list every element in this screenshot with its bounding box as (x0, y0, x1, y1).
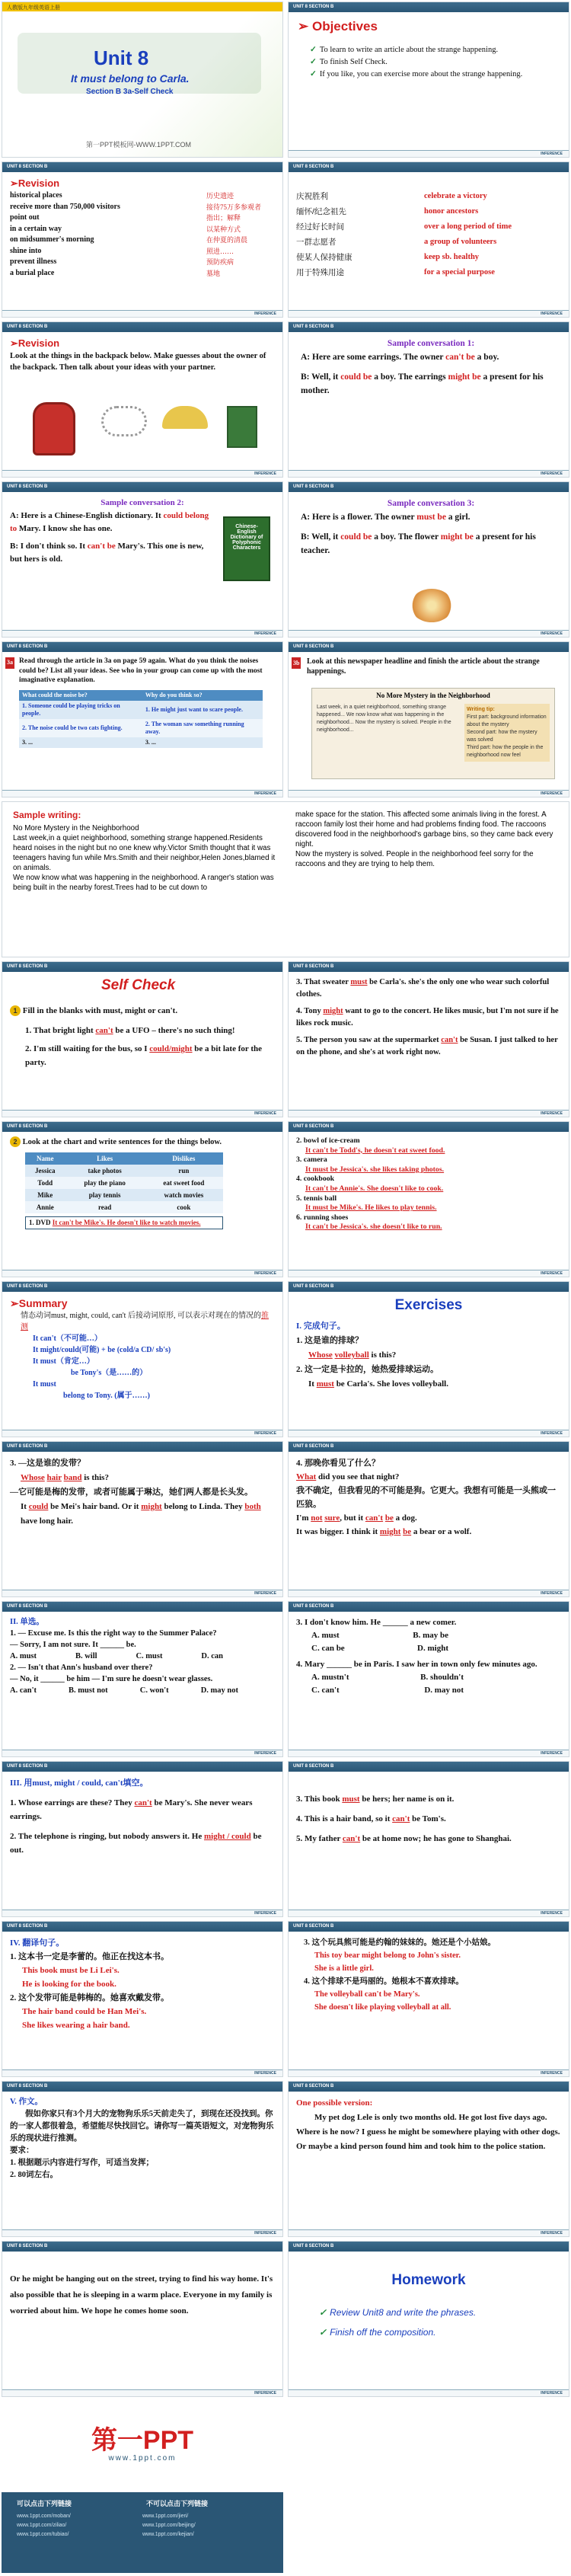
check-icon: ✓ (310, 58, 317, 66)
item-label: 6. running shoes (296, 1213, 349, 1222)
newspaper-body: Last week, in a quiet neighborhood, something strange happened... We now know what was happening in the neighborhood... Now the mystery is solved. People in the neighborhood... (317, 705, 451, 733)
slide-header: UNIT 8 SECTION B (2, 962, 282, 972)
table-row: Mike play tennis watch movies (25, 1189, 223, 1201)
homework-item: ✓ Review Unit8 and write the phrases. (319, 2307, 477, 2318)
cover-watermark: 第一PPT模板网-WWW.1PPT.COM (86, 141, 191, 149)
question-text: —它可能是梅的发带，或者可能属于琳达，她们两人都是长头发。 (10, 1488, 253, 1497)
example-sentence: 1. DVD It can't be Mike's. He doesn't like to watch movies. (25, 1216, 223, 1229)
footer-label: INFERENCE (254, 1911, 276, 1916)
dictionary-image: Chinese-English Dictionary of Polyphonic Characters (223, 516, 270, 581)
revision-row: receive more than 750,000 visitors 接待75万多参观者 (10, 202, 262, 211)
revision-instruction: Look at the things in the backpack below. Make guesses about the owner of the backpack. Then talk about your ideas with your partner. (10, 352, 266, 372)
table-header: Name (37, 1155, 54, 1162)
table-row: Todd play the piano eat sweet food (25, 1177, 223, 1189)
answer-text: She doesn't like playing volleyball at all. (314, 2003, 451, 2012)
earrings-icon (101, 406, 147, 436)
answer-line: Whose volleyball is this? (308, 1350, 397, 1360)
table-row: Annie read cook (25, 1201, 223, 1213)
slide-header: UNIT 8 SECTION B (2, 2242, 282, 2252)
revision-row: point out 指出；解释 (10, 213, 241, 222)
question-text: 1. 这是谁的排球？ (296, 1336, 363, 1345)
question-3: 3. That sweater must be Carla's. she's the only one who wear such colorful clothes. (296, 978, 550, 999)
section-heading: II. 单选。 (10, 1618, 44, 1626)
chevron-right-icon: ➢ (298, 19, 312, 34)
options: C. can't D. may not (311, 1686, 464, 1695)
slide-header: UNIT 8 SECTION B (2, 1922, 282, 1932)
backpack-slide (2, 321, 283, 478)
link-item[interactable]: www.1ppt.com/tubiao/ (17, 2532, 69, 2537)
section-heading: I. 完成句子。 (296, 1322, 346, 1331)
revision-row: 经过好长时间 over a long period of time (296, 222, 512, 232)
question-text: 3. —这是谁的发带？ (10, 1459, 85, 1468)
slide-header: UNIT 8 SECTION B (2, 1442, 282, 1452)
section-heading: III. 用must, might / could, can't填空。 (10, 1779, 148, 1788)
revision-row: 用于特殊用途 for a special purpose (296, 268, 495, 277)
model-essay-body: Or he might be hanging out on the street, trying to find his way home. It's also possible that he is sleeping in a warm place. Everyone in my family is worried about him. We hope he comes home soon. (10, 2274, 273, 2316)
revision-row: historical places 历史遗迹 (10, 191, 234, 200)
question-5: 5. The person you saw at the supermarket can't be Susan. I just talked to her on the phone, and she's at work right now. (296, 1036, 558, 1056)
item-label: 3. camera (296, 1155, 327, 1165)
answer-text: She likes wearing a hair band. (22, 2021, 130, 2030)
answer-text: This toy bear might belong to John's sister. (314, 1951, 461, 1960)
options: A. must B. will C. must D. can (10, 1652, 223, 1660)
question-5: 5. My father can't be at home now; he has gone to Shanghai. (296, 1834, 512, 1843)
speaker-b-line: B: I don't think so. It can't be Mary's. This one is new, but hers is old. (10, 542, 204, 564)
slide-header: UNIT 8 SECTION B (289, 1762, 569, 1772)
link-item[interactable]: www.1ppt.com/ziliao/ (17, 2523, 67, 2528)
footer-label: INFERENCE (541, 471, 563, 476)
exercises-slide-2 (2, 1441, 283, 1597)
slide-header: UNIT 8 SECTION B (2, 2082, 282, 2092)
summary-title: Summary (18, 1297, 68, 1309)
answer-text: This book must be Li Lei's. (22, 1966, 120, 1975)
footer-label: INFERENCE (541, 152, 563, 156)
requirement-item: 1. 根据题示内容进行写作，可适当发挥； (10, 2159, 154, 2167)
answer-line: It was bigger. I think it might be a bear or a wolf. (296, 1527, 472, 1536)
exercises-slide-3 (288, 1441, 569, 1597)
revision-title: Revision (18, 177, 60, 189)
footer-label: INFERENCE (541, 2391, 563, 2395)
slide-header: UNIT 8 SECTION B (289, 1442, 569, 1452)
sample-title: Sample writing: (13, 810, 81, 820)
summary-patterns: It can't（不可能…） It might/could(可能) + be (cold/a CD/ sb's) It must（肯定…） be Tony's（是……的） It must belong to Tony. (属于……) (33, 1334, 171, 1400)
sample-left: No More Mystery in the Neighborhood Last week,in a quiet neighborhood, something strange happened.Residents heard noises in the night but no one knew why.Victor Smith thought that it was teenagers having fun while Mrs.Smith and their neighbor,Helen Jones,blamed it on animals. We now know what was happening in the neighborhood. A ranger's station was being built in the nearby forest.Trees had to be cut down to (13, 824, 276, 892)
revision-title: Revision (18, 337, 60, 349)
slide-header: UNIT 8 SECTION B (2, 322, 282, 332)
question-1: 1. That bright light can't be a UFO – there's no such thing! (25, 1026, 235, 1035)
slide-header: UNIT 8 SECTION B (2, 1602, 282, 1612)
revision-row: 庆祝胜利 celebrate a victory (296, 192, 487, 201)
backpack-icon (33, 402, 75, 455)
options: A. mustn't B. shouldn't (311, 1673, 464, 1682)
self-check-title: Self Check (101, 977, 176, 993)
revision-row: a burial place 墓地 (10, 268, 221, 277)
revision-row: 一群志愿者 a group of volunteers (296, 238, 497, 247)
footer-label: INFERENCE (254, 2231, 276, 2236)
table-header: Likes (97, 1155, 113, 1162)
footer-label: INFERENCE (541, 791, 563, 796)
question-4: 4. This is a hair band, so it can't be Tom's. (296, 1814, 446, 1823)
choice-slide (2, 1601, 283, 1757)
revision-row: 缅怀/纪念祖先 honor ancestors (296, 207, 479, 216)
answer-text: She is a little girl. (314, 1964, 374, 1973)
exercises-slide (288, 1281, 569, 1437)
link-item[interactable]: www.1ppt.com/kejian/ (142, 2532, 194, 2537)
link-item[interactable]: www.1ppt.com/jieri/ (142, 2514, 189, 2519)
check-icon: ✓ (319, 2307, 327, 2318)
step-badge-2: 2 (10, 1136, 21, 1147)
task-label: 3a (5, 657, 14, 669)
footer-label: INFERENCE (254, 471, 276, 476)
slide-header: UNIT 8 SECTION B (289, 1122, 569, 1132)
footer-label: INFERENCE (254, 1751, 276, 1756)
likes-table (25, 1152, 223, 1213)
conversation-title: Sample conversation 2: (100, 498, 184, 507)
slide-header: UNIT 8 SECTION B (2, 1282, 282, 1292)
speaker-a-line: A: Here are some earrings. The owner can't be a boy. (301, 353, 499, 362)
cover-section: Section B 3a-Self Check (86, 88, 174, 96)
objective-item: ✓ To finish Self Check. (310, 58, 388, 66)
answer-text: He is looking for the book. (22, 1980, 116, 1989)
links-right-title: 不可以点击下列链接 (146, 2500, 209, 2507)
check-icon: ✓ (310, 70, 317, 78)
fill-slide-2 (288, 1761, 569, 1917)
item-label: 4. cookbook (296, 1175, 335, 1184)
slide-header: UNIT 8 SECTION B (289, 2242, 569, 2252)
objective-item: ✓ To learn to write an article about the strange happening. (310, 46, 499, 54)
translate-slide (2, 1921, 283, 2077)
question-text: 4. 那晚你看见了什么？ (296, 1459, 380, 1468)
options: A. can't B. must not C. won't D. may not (10, 1686, 238, 1695)
requirements-label: 要求： (10, 2146, 34, 2155)
speaker-b-line: B: Well, it could be a boy. The earrings might be a present for his mother. (301, 372, 544, 395)
footer-label: INFERENCE (541, 631, 563, 636)
slide-header: UNIT 8 SECTION B (289, 642, 569, 652)
slide-header: UNIT 8 SECTION B (289, 962, 569, 972)
slide-header: UNIT 8 SECTION B (289, 482, 569, 492)
brand-url[interactable]: www.1ppt.com (108, 2454, 177, 2463)
slide-header: UNIT 8 SECTION B (289, 2, 569, 12)
question-text: 3. I don't know him. He ______ a new comer. (296, 1618, 457, 1627)
question-text: 4. 这个排球不是玛丽的。她根本不喜欢排球。 (304, 1977, 464, 1986)
question-3: 3. This book must be hers; her name is on it. (296, 1795, 455, 1804)
answer-text: It must be Mike's. He likes to play tennis. (305, 1203, 437, 1213)
question-4: 4. Tony might want to go to the concert. He likes music, but I'm not sure if he likes rock music. (296, 1007, 559, 1028)
chevron-right-icon: ➢ (10, 177, 18, 189)
step-badge-1: 1 (10, 1005, 21, 1016)
footer-label: INFERENCE (254, 2071, 276, 2076)
question-text: 1. 这本书一定是李蕾的。他正在找这本书。 (10, 1952, 169, 1961)
footer-label: INFERENCE (541, 1431, 563, 1436)
footer-label: INFERENCE (541, 1591, 563, 1596)
link-item[interactable]: www.1ppt.com/beijing/ (142, 2523, 196, 2528)
objectives-slide (288, 2, 569, 158)
choice-slide-2 (288, 1601, 569, 1757)
item-label: 2. bowl of ice-cream (296, 1136, 360, 1145)
answer-text: It can't be Todd's, he doesn't eat sweet food. (305, 1146, 445, 1155)
task-3b-slide (288, 641, 569, 797)
revision-list (10, 190, 275, 279)
homework-item: ✓ Finish off the composition. (319, 2327, 436, 2338)
unit-title: Unit 8 (94, 46, 149, 69)
chevron-right-icon: ➢ (10, 1297, 19, 1309)
footer-label: INFERENCE (254, 2391, 276, 2395)
requirement-item: 2. 80词左右。 (10, 2171, 58, 2179)
slide-header: UNIT 8 SECTION B (289, 162, 569, 172)
conversation-3-slide (288, 481, 569, 638)
options: C. can be D. might (311, 1644, 448, 1653)
model-essay-slide-2 (2, 2241, 283, 2397)
fill-slide (2, 1761, 283, 1917)
answer-line: I'm not sure, but it can't be a dog. (296, 1513, 417, 1523)
section-heading: V. 作文。 (10, 2098, 43, 2106)
homework-title: Homework (391, 2272, 466, 2288)
answer-text: The hair band could be Han Mei's. (22, 2007, 147, 2016)
question-1: 1. Whose earrings are these? They can't be Mary's. She never wears earrings. (10, 1798, 253, 1821)
cover-title: It must belong to Carla. (71, 72, 190, 85)
revision-list (289, 185, 569, 309)
publisher: 人教版九年级英语上册 (2, 2, 282, 11)
question-text: 4. Mary ______ be in Paris. I saw her in town only few minutes ago. (296, 1660, 538, 1669)
table-row: Jessica take photos run (25, 1165, 223, 1177)
question-text: — No, it ______ be him — I'm sure he doesn't wear glasses. (10, 1675, 213, 1683)
question-2: 2. The telephone is ringing, but nobody answers it. He might / could be out. (10, 1832, 262, 1855)
footer-label: INFERENCE (541, 2231, 563, 2236)
footer-label: INFERENCE (254, 1431, 276, 1436)
speaker-a-line: A: Here is a Chinese-English dictionary. It could belong to Mary. I know she has one. (10, 511, 209, 533)
question-text: — Sorry, I am not sure. It ______ be. (10, 1641, 136, 1649)
links-left-title: 可以点击下列链接 (17, 2500, 72, 2507)
answer-text: The volleyball can't be Mary's. (314, 1990, 420, 1999)
footer-label: INFERENCE (541, 2071, 563, 2076)
footer-label: INFERENCE (254, 1111, 276, 1116)
sample-right: make space for the station. This affected some animals living in the forest. A raccoon family lost their home and had problems finding food. The raccoons discovered food in the neighborhood's garbage bins, so they came back every night. Now the mystery is solved. People in the neighborhood feel sorry for the raccoons and they are trying to help them. (295, 810, 553, 868)
model-essay-body: My pet dog Lele is only two months old. He got lost five days ago. Where is he now? I guess he might be somewhere playing with other dogs. Or maybe a kind person found him and took him to the police station. (296, 2113, 560, 2151)
answer-line: What did you see that night? (296, 1472, 400, 1481)
question-text: 我不确定，但我看见的不可能是狗。它更大。我想有可能是一头熊或一匹狼。 (296, 1486, 556, 1509)
slide-header: UNIT 8 SECTION B (2, 162, 282, 172)
self-check-slide-2 (288, 961, 569, 1117)
question-text: 3. 这个玩具熊可能是约翰的妹妹的。她还是个小姑娘。 (304, 1938, 496, 1947)
homework-slide (288, 2241, 569, 2397)
link-item[interactable]: www.1ppt.com/moban/ (17, 2514, 71, 2519)
footer-label: INFERENCE (254, 631, 276, 636)
conversation-title: Sample conversation 1: (387, 339, 475, 348)
slide-header: UNIT 8 SECTION B (289, 1602, 569, 1612)
footer-label: INFERENCE (541, 1111, 563, 1116)
dictionary-icon (227, 406, 257, 448)
question-2: 2. I'm still waiting for the bus, so I could/might be a bit late for the party. (25, 1044, 262, 1067)
revision-row: prevent illness 预防疾病 (10, 257, 234, 266)
task-instruction: Read through the article in 3a on page 59 again. What do you think the noises could be? List all your ideas. See who in your group can come up with the most imaginative explanation. (19, 657, 263, 684)
model-essay-title: One possible version: (296, 2098, 373, 2108)
objectives-title: Objectives (311, 19, 378, 34)
cover-slide (2, 2, 283, 158)
slide-header: UNIT 8 SECTION B (2, 642, 282, 652)
summary-intro: 情态动词must, might, could, can't 后接动词原形, 可以表示对现在的情况的推测 (21, 1312, 269, 1331)
revision-row: on midsummer's morning 在仲夏的清晨 (10, 235, 248, 244)
slide-header: UNIT 8 SECTION B (289, 1922, 569, 1932)
slide-header: UNIT 8 SECTION B (289, 2082, 569, 2092)
footer-label: INFERENCE (254, 791, 276, 796)
task-label: 3b (292, 657, 301, 669)
newspaper (311, 688, 555, 779)
model-essay-slide (288, 2081, 569, 2237)
answer-text: It can't be Annie's. She doesn't like to cook. (305, 1184, 444, 1193)
writing-prompt: 假如你家只有3个月大的宠物狗乐乐5天前走失了，到现在还没找到。你的一家人都很着急，希望能尽快找回它。请你写一篇英语短文，对宠物狗乐乐的现状进行推测。 (10, 2110, 274, 2143)
question-text: 2. 这一定是卡拉的，她热爱排球运动。 (296, 1365, 439, 1374)
flower-icon (410, 589, 453, 622)
exercises-title: Exercises (394, 1297, 463, 1313)
speaker-b-line: B: Well, it could be a boy. The flower might be a present for his teacher. (301, 532, 536, 555)
links-list (17, 2512, 268, 2539)
revision-row: in a certain way 以某种方式 (10, 224, 241, 233)
check-icon: ✓ (310, 46, 317, 54)
slide-header: UNIT 8 SECTION B (2, 482, 282, 492)
chevron-right-icon: ➢ (10, 337, 18, 349)
conversation-title: Sample conversation 3: (387, 499, 475, 508)
conversation-1-slide (288, 321, 569, 478)
table-header: Dislikes (172, 1155, 196, 1162)
revision-row: shine into 照进…… (10, 246, 234, 255)
brand-slide (2, 2401, 283, 2573)
slide-header: UNIT 8 SECTION B (289, 1282, 569, 1292)
revision-slide-2 (288, 161, 569, 318)
slide-header: UNIT 8 SECTION B (2, 1122, 282, 1132)
answer-text: It must be Jessica's. she likes taking photos. (305, 1165, 445, 1174)
instruction: 2 Look at the chart and write sentences for the things below. (10, 1136, 275, 1148)
speaker-a-line: A: Here is a flower. The owner must be a girl. (301, 513, 471, 522)
noise-table: What could the noise be? Why do you think so? 1. Someone could be playing tricks on people. 1. He might just want to scare people. 2. The noise could be two cats fighting. 2. The woman saw something running away. 3. ... 3. ... (19, 690, 263, 748)
revision-slide (2, 161, 283, 318)
section-heading: IV. 翻译句子。 (10, 1938, 65, 1948)
brand-logo: 第一PPT (91, 2426, 194, 2455)
item-label: 5. tennis ball (296, 1194, 337, 1203)
check-icon: ✓ (319, 2327, 327, 2338)
task-3a-slide (2, 641, 283, 797)
footer-label: INFERENCE (254, 312, 276, 316)
instruction: 1 Fill in the blanks with must, might or can't. (10, 1004, 275, 1018)
question-text: 1. — Excuse me. Is this the right way to the Summer Palace? (10, 1629, 217, 1638)
writing-slide (2, 2081, 283, 2237)
task-instruction: Look at this newspaper headline and finish the article about the strange happenings. (307, 657, 540, 676)
footer-label: INFERENCE (541, 1751, 563, 1756)
slide-header: UNIT 8 SECTION B (289, 322, 569, 332)
footer-label: INFERENCE (541, 312, 563, 316)
translate-slide-2 (288, 1921, 569, 2077)
answer-line: It must be Carla's. She loves volleyball. (308, 1379, 448, 1389)
chart-slide (2, 1121, 283, 1277)
answer-list (289, 1133, 569, 1269)
answer-line: It could be Mei's hair band. Or it might belong to Linda. They both have long hair. (21, 1502, 261, 1526)
objective-item: ✓ If you like, you can exercise more about the strange happening. (310, 70, 523, 78)
newspaper-headline: No More Mystery in the Neighborhood (376, 692, 490, 699)
conversation-2-slide (2, 481, 283, 638)
footer-label: INFERENCE (254, 1271, 276, 1276)
slide-header: UNIT 8 SECTION B (2, 1762, 282, 1772)
summary-slide (2, 1281, 283, 1437)
sample-writing-slide (2, 801, 569, 957)
options: A. must B. may be (311, 1631, 448, 1640)
footer-label: INFERENCE (254, 1591, 276, 1596)
self-check-slide (2, 961, 283, 1117)
writing-tip: Writing tip: First part: background information about the mystery Second part: how the mystery was solved Third part: how the people in the neighborhood now feel (464, 704, 550, 762)
footer-label: INFERENCE (541, 1911, 563, 1916)
chart-answers-slide (288, 1121, 569, 1277)
answer-line: Whose hair band is this? (21, 1473, 109, 1482)
question-text: 2. 这个发带可能是韩梅的。她喜欢戴发带。 (10, 1993, 169, 2002)
footer-label: INFERENCE (541, 1271, 563, 1276)
revision-row: 使某人保持健康 keep sb. healthy (296, 253, 480, 262)
question-text: 2. — Isn't that Ann's husband over there? (10, 1664, 153, 1672)
answer-text: It can't be Jessica's. she doesn't like to run. (305, 1222, 442, 1232)
